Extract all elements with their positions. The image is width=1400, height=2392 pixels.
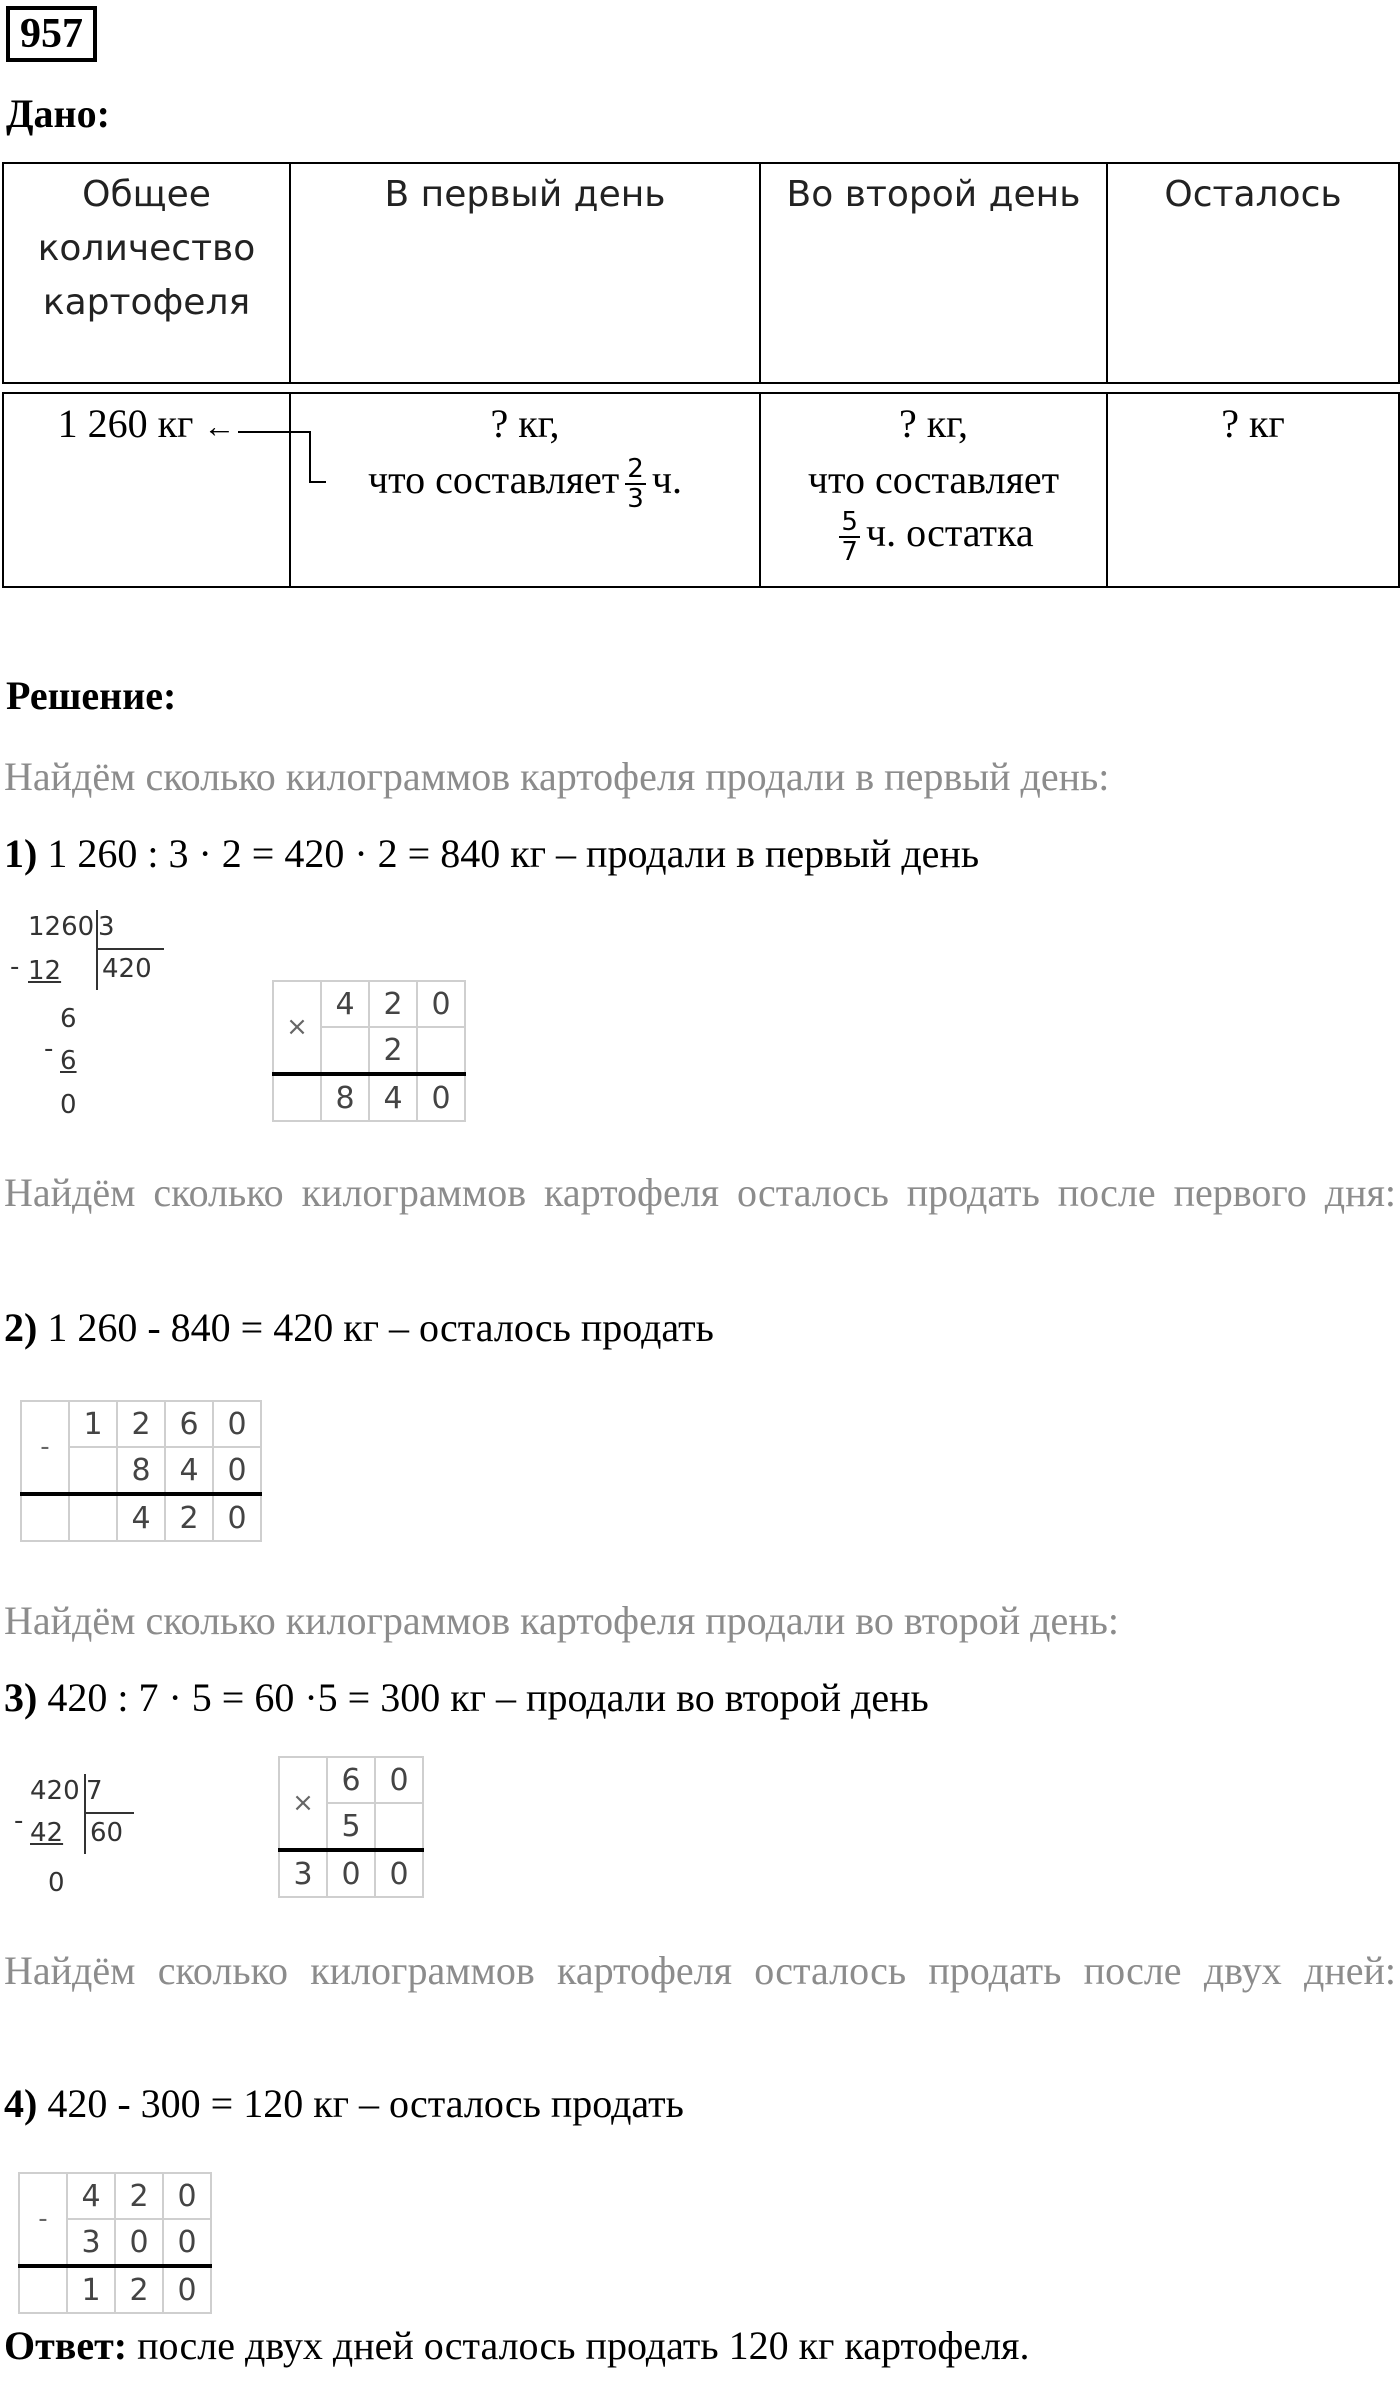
given-header-table	[2, 162, 1400, 384]
step2-number: 2)	[4, 1305, 38, 1350]
solution-label: Решение:	[6, 673, 177, 718]
step1-long-division: 1260 3 420 - 12 6 - 6 0	[10, 912, 170, 1122]
header-first-day: В первый день	[290, 163, 760, 383]
div3-quotient: 60	[90, 1818, 124, 1848]
div1-quotient: 420	[102, 954, 152, 984]
second-day-unit: ч. остатка	[865, 510, 1034, 556]
div1-rem2: 0	[60, 1090, 77, 1120]
fraction-two-thirds: $\frac{2}{3}$	[627, 453, 644, 514]
step1-number: 1)	[4, 831, 38, 876]
given-values-table	[2, 392, 1400, 588]
div3-sub1: 42	[30, 1818, 64, 1848]
value-second-day	[760, 393, 1107, 587]
answer-label: Ответ:	[4, 2323, 128, 2368]
first-day-question: ? кг,	[490, 401, 560, 446]
step1-multiplication-grid: × 4 2 0 2 8 4 0	[272, 980, 466, 1122]
step3-intro: Найдём сколько килограммов картофеля продали во второй день:	[4, 1598, 1120, 1643]
second-day-fraction-line	[761, 508, 1106, 566]
arrow-left-icon: ←	[203, 408, 236, 444]
first-day-unit: ч.	[651, 457, 682, 502]
step4-expr: 420 - 300 = 120 кг – осталось продать	[47, 2081, 684, 2126]
first-day-what: что составляет	[368, 457, 620, 502]
total-value: 1 260 кг	[57, 401, 194, 446]
step2-expression	[4, 1304, 714, 1351]
div3-divisor: 7	[86, 1776, 103, 1806]
step4-intro: Найдём сколько килограммов картофеля осталось продать после двух дней:	[4, 1948, 1396, 1993]
step4-expression	[4, 2080, 684, 2127]
grid2-operator: -	[21, 1401, 69, 1494]
fraction-five-sevenths: $\frac{5}{7}$	[841, 507, 858, 567]
step4-number: 4)	[4, 2081, 38, 2126]
step2-subtraction-grid: - 1 2 6 0 8 4 0 4 2 0	[20, 1400, 262, 1542]
step2-intro: Найдём сколько килограммов картофеля осталось продать после первого дня:	[4, 1170, 1396, 1215]
div1-sub2: 6	[60, 1046, 77, 1076]
header-second-day: Во второй день	[760, 163, 1107, 383]
div1-divisor: 3	[98, 912, 115, 942]
problem-number: 957	[6, 6, 97, 62]
header-remaining: Осталось	[1107, 163, 1399, 383]
step1-expr: 1 260 : 3 · 2 = 420 · 2 = 840 кг – продали в первый день	[47, 831, 980, 876]
div3-dividend: 420	[30, 1776, 80, 1806]
given-label: Дано:	[6, 91, 110, 136]
grid3-operator: ×	[279, 1757, 327, 1850]
grid1-operator: ×	[273, 981, 321, 1074]
second-day-question: ? кг,	[898, 401, 969, 446]
step3-long-division: 420 7 60 - 42 0	[14, 1776, 134, 1916]
value-remaining: ? кг	[1107, 393, 1399, 587]
div3-rem1: 0	[48, 1868, 65, 1898]
step1-expression	[4, 830, 979, 877]
div1-dividend: 1260	[28, 912, 95, 942]
step3-number: 3)	[4, 1675, 38, 1720]
grid4-operator: -	[19, 2173, 67, 2266]
header-total: Общее количество картофеля	[3, 163, 290, 383]
div1-sub1: 12	[28, 956, 62, 986]
step3-expression	[4, 1674, 929, 1721]
step3-multiplication-grid: × 6 0 5 3 0 0	[278, 1756, 424, 1898]
div1-rem1: 6	[60, 1004, 77, 1034]
value-first-day	[290, 393, 760, 587]
step2-expr: 1 260 - 840 = 420 кг – осталось продать	[47, 1305, 714, 1350]
second-day-what: что составляет	[807, 457, 1060, 502]
step1-intro: Найдём сколько килограммов картофеля продали в первый день:	[4, 754, 1110, 799]
answer	[4, 2322, 1029, 2369]
connector-arrow-icon	[230, 420, 330, 500]
answer-text: после двух дней осталось продать 120 кг картофеля.	[127, 2323, 1030, 2368]
first-day-fraction-line	[291, 452, 759, 513]
step4-subtraction-grid: - 4 2 0 3 0 0 1 2 0	[18, 2172, 212, 2314]
step3-expr: 420 : 7 · 5 = 60 ·5 = 300 кг – продали во второй день	[47, 1675, 929, 1720]
